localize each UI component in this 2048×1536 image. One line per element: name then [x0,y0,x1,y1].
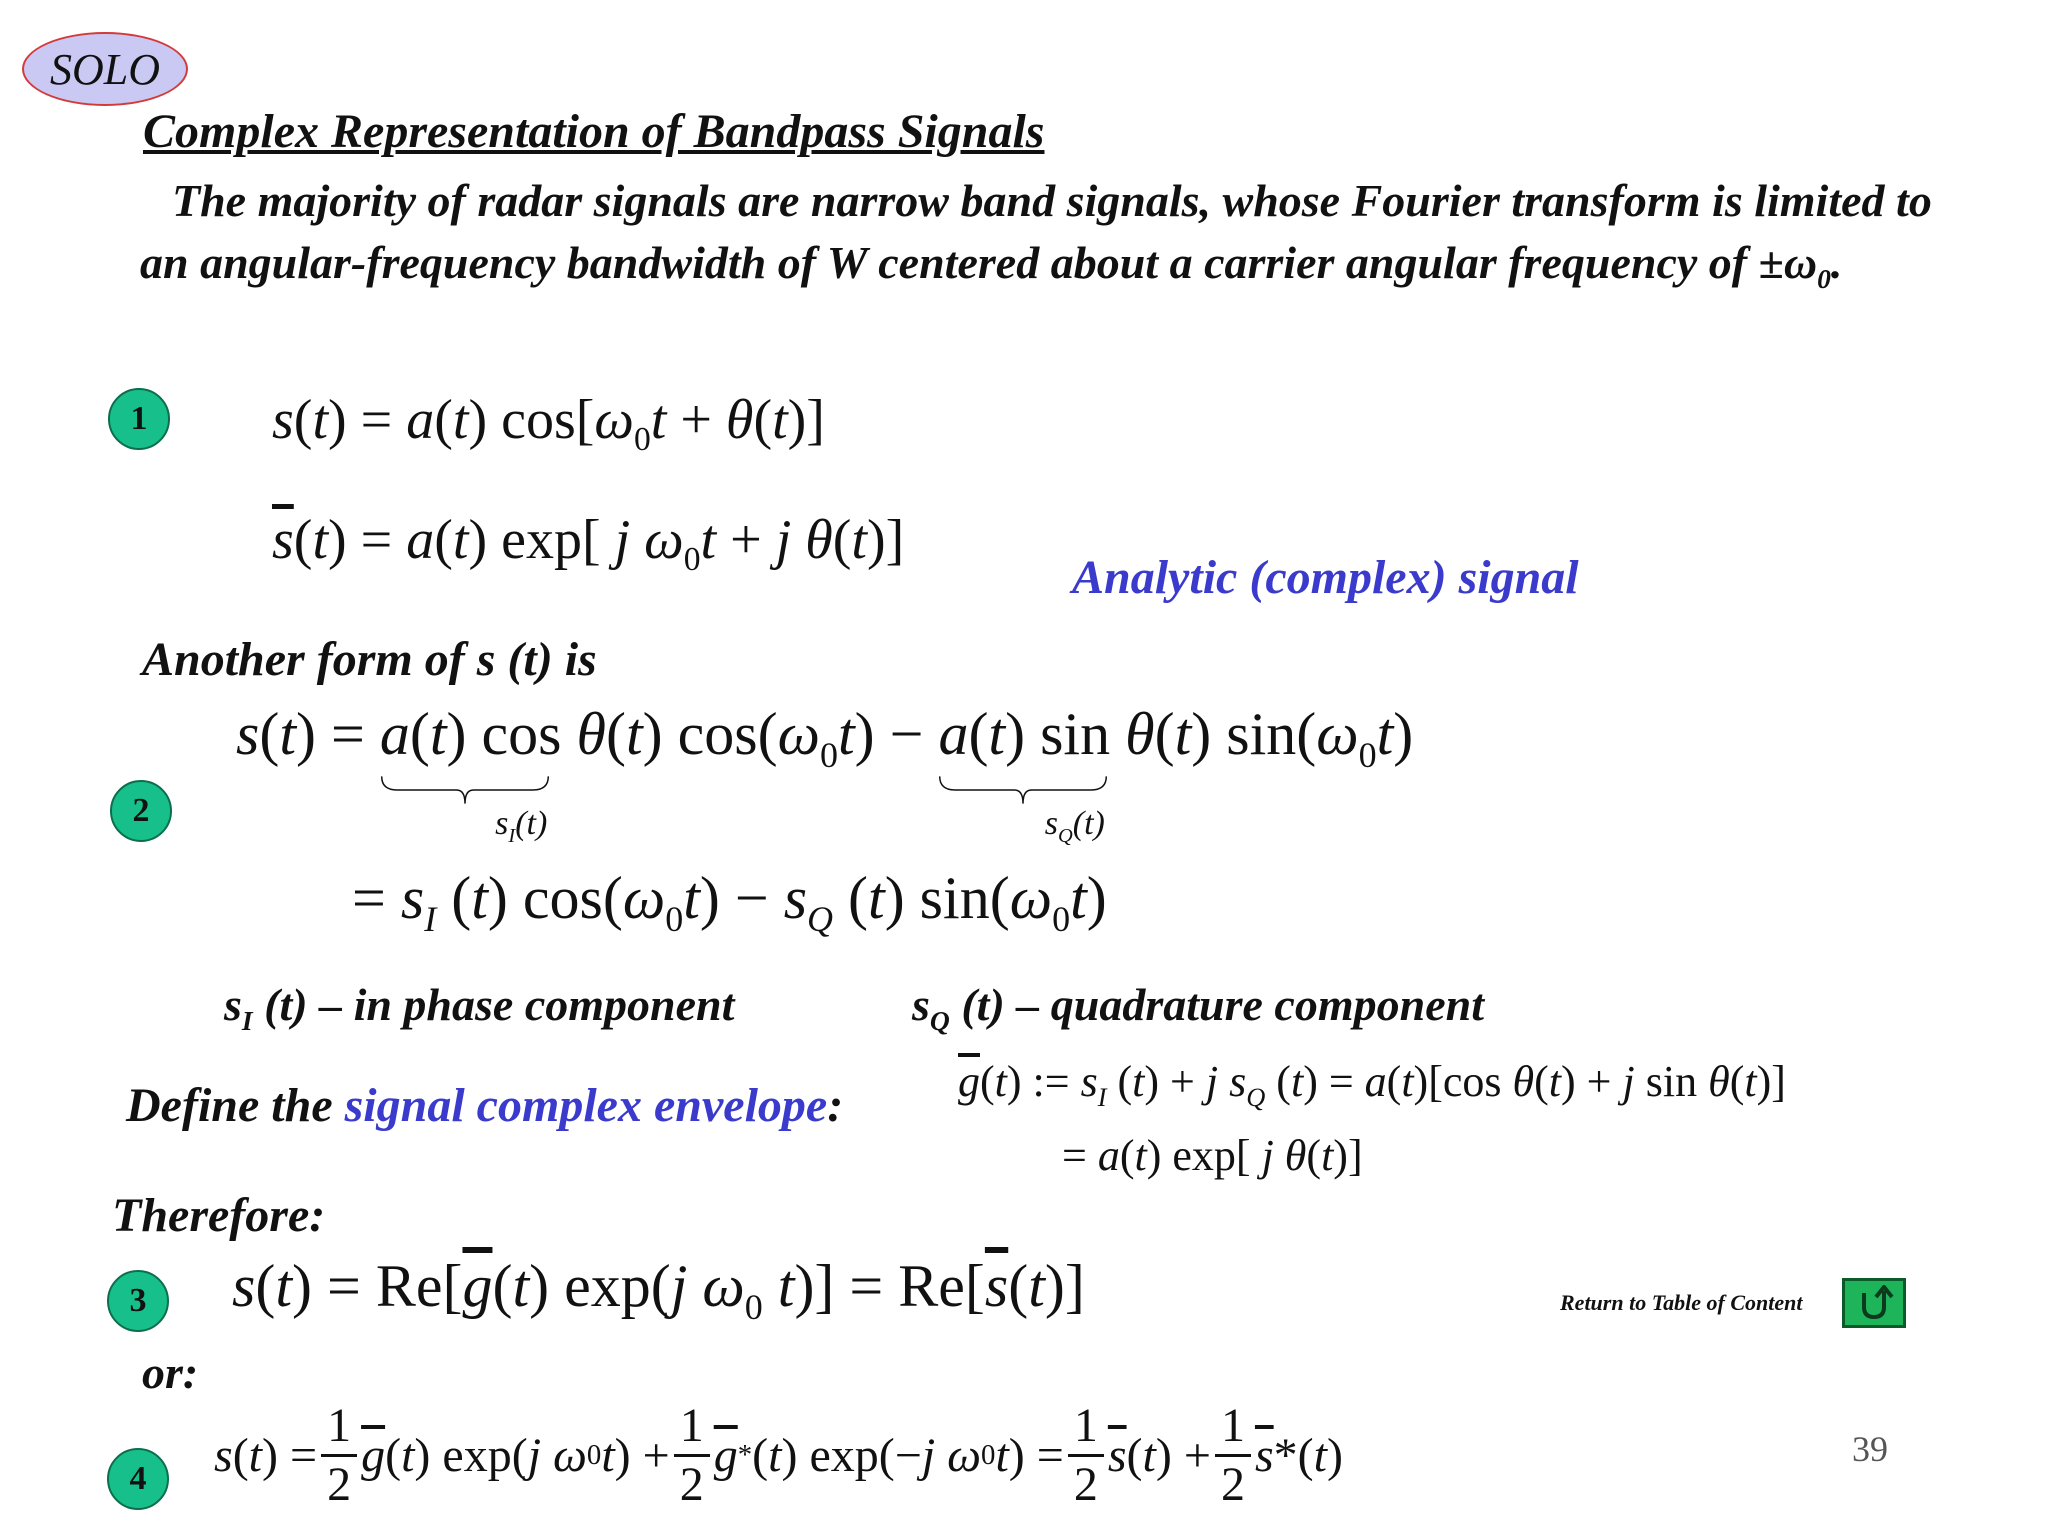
in-phase-component-text: $s_I$ (t) – in phase component [224,979,735,1037]
another-form-text: Another form of s (t) is [142,633,597,686]
equation-number-4: 4 [107,1448,169,1510]
equation-2a: s(t) = a(t) cos θ(t) $s_I(t)$ $\cos(\omega_0t) - a(t)$ sin θ(t) $s_Q(t)$ $\sin(\omega_0t)$ [236,701,1414,847]
signal-complex-envelope-term: signal complex envelope [344,1079,828,1132]
envelope-equation-2: = a(t) exp[ j θ(t)] [1062,1131,1363,1180]
brace-label-sI: $s_I(t)$ [495,805,548,847]
envelope-equation-1: $\overline{g}(t)$ := $s_I$ (t) + j $s_Q$ (t) = a(t)[cos θ(t) + j sin θ(t)] [958,1057,1786,1112]
return-to-toc-label[interactable]: Return to Table of Content [1560,1290,1803,1315]
equation-1a: s(t) = a(t) $\cos[\omega_0t + \theta(t)]$ [272,389,825,459]
equation-2b: = $s_I$ (t) $\cos(\omega_0t) - s_Q$ (t) $\sin(\omega_0t)$ [352,865,1107,939]
page-number: 39 [1852,1429,1888,1469]
equation-number-3: 3 [107,1270,169,1332]
equation-1b: $\overline{s}(t) = a(t)$ exp[ j $\omega_0t + j$ θ(t)] [272,509,905,579]
intro-sub: 0 [1817,263,1831,295]
equation-number-2: 2 [110,780,172,842]
brace-label-sQ: $s_Q(t)$ [1044,805,1105,847]
equation-number-1: 1 [108,388,170,450]
page-title: Complex Representation of Bandpass Signals [143,105,1045,158]
intro-text: The majority of radar signals are narrow band signals, whose Fourier transform is limited to an angular-frequency bandwidth of W centered about a carrier angular frequency of ±ω [140,175,1932,288]
return-to-toc-button[interactable] [1842,1278,1906,1328]
intro-paragraph [140,170,1960,310]
therefore-text: Therefore: [112,1189,326,1242]
equation-4: s ( t ) = $\frac{1}{2}$ $\overline{g}$ ( t ) exp( j ω 0 t ) + $\frac{1}{2}$ $\overline{g}$ * ( t ) exp(− j ω 0 t ) = $\frac{1}{2}$ $\overline{s}$ ( t ) + $\frac{1}{2}$ $\overline{s}$ *( t ) [214,1399,1343,1511]
quadrature-component-text: $s_Q$ (t) – quadrature component [912,979,1484,1037]
equation-3: $s(t) = Re[\overline{g}(t)$ exp(j $\omega_0$ $t)] = Re[\overline{s}(t)]$ [232,1253,1085,1327]
quadrature-brace-group: a(t) sin θ(t) $s_Q(t)$ [938,701,1212,847]
underbrace-icon [380,773,550,807]
solo-badge: SOLO [22,32,188,106]
define-text: Define the signal complex envelope: [126,1079,844,1132]
in-phase-brace-group: a(t) cos θ(t) $s_I(t)$ [379,701,663,847]
intro-end: . [1830,237,1843,288]
underbrace-icon [938,773,1108,807]
analytic-signal-label: Analytic (complex) signal [1072,551,1579,604]
or-text: or: [142,1347,199,1398]
u-turn-arrow-icon [1854,1285,1894,1321]
